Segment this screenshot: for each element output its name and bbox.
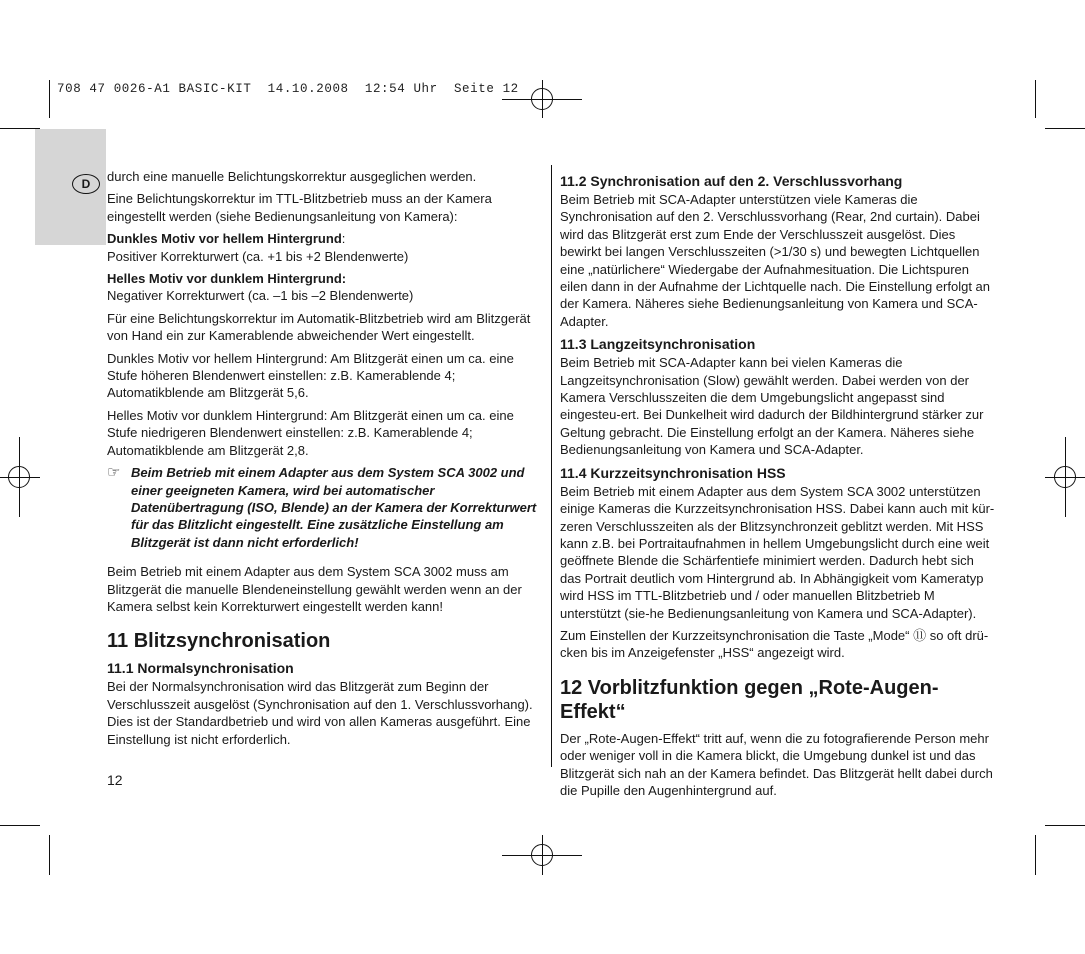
paragraph: Helles Motiv vor dunklem Hintergrund: Am Blitzgerät einen um ca. eine Stufe niedrigeren Blendenwert einstellen: z.B. Kamerablende 4; Automatikblende am Blitzgerät 2,8. <box>107 407 514 458</box>
section-heading: 12 Vorblitzfunktion gegen „Rote-Augen-Effekt“ <box>560 676 939 723</box>
paragraph: Für eine Belichtungskorrektur im Automatik-Blitzbetrieb wird am Blitzgerät von Hand ein zur Kamerablende abweichender Wert eingestellt. <box>107 310 531 344</box>
paragraph: Beim Betrieb mit SCA-Adapter unterstützen viele Kameras die Synchronisation auf den 2. Verschlussvorhang (Rear, 2nd curtain). Dabei wird das Blitzgerät erst zum Ende der Verschlusszeit ausgelöst. Dies bewirkt bei langen Verschlusszeiten (>1/30 s) und bewegten Lichtquellen eine „natürlichere“ Wiedergabe der Aufnahmesituation. Die Lichtspuren eilen dann in der Aufnahme der Lichtquelle nach. Die Einstellung erfolgt an der Kamera. Näheres siehe Bedienungsanleitung von Kamera und SCA-Adapter. <box>560 192 991 329</box>
crop-mark <box>0 128 40 129</box>
crop-mark <box>1035 835 1036 875</box>
subheading <box>107 230 543 247</box>
note-box <box>107 464 543 551</box>
language-badge: D <box>72 174 100 194</box>
registration-circle <box>531 88 553 110</box>
paragraph: Beim Betrieb mit einem Adapter aus dem System SCA 3002 unterstützen einige Kameras die Kurzzeitsynchronisation HSS. Dabei kann auch mit kür-zeren Verschlusszeiten als der Blitzsynchronzeit geblitzt werden. Mit HSS kann z.B. bei Portraitaufnahmen in hellem Umgebungslicht durch eine weit geöffnete Blende die Schärfentiefe minimiert werden. Dadurch hebt sich das Portrait deutlich vom Hintergrund ab. In Abhängigkeit vom Kameratyp wird HSS im TTL-Blitzbetrieb und / oder manuellen Blitzbetrieb M unterstützt (sie-he Bedienungsanleitung von Kamera und SCA-Adapter). <box>560 483 995 621</box>
subsection-heading: 11.1 Normalsynchronisation <box>107 660 294 677</box>
right-column <box>560 168 996 804</box>
subsection-heading: 11.2 Synchronisation auf den 2. Verschlussvorhang <box>560 173 903 189</box>
crop-mark <box>49 80 50 118</box>
crop-mark <box>0 825 40 826</box>
subheading-colon: : <box>341 231 346 247</box>
paragraph: Positiver Korrekturwert (ca. +1 bis +2 Blendenwerte) <box>107 248 409 264</box>
registration-circle <box>8 466 30 488</box>
subheading-text: Dunkles Motiv vor hellem Hintergrund <box>107 231 342 247</box>
subsection-heading: 11.3 Langzeitsynchronisation <box>560 336 756 353</box>
paragraph: Dunkles Motiv vor hellem Hintergrund: Am Blitzgerät einen um ca. eine Stufe höheren Blendenwert einstellen: z.B. Kamerablende 4; Automatikblende am Blitzgerät 5,6. <box>107 350 514 401</box>
crop-mark <box>1035 80 1036 118</box>
registration-circle <box>1054 466 1076 488</box>
paragraph: Zum Einstellen der Kurzzeitsynchronisation die Taste „Mode“ ⑪ so oft drü-cken bis im Anzeigefenster „HSS“ angezeigt wird. <box>560 627 989 661</box>
paragraph: Der „Rote-Augen-Effekt“ tritt auf, wenn die zu fotografierende Person mehr oder weniger voll in die Kamera blickt, die Umgebung dunkel ist und das Blitzgerät sich nah an der Kamera befindet. Das Blitzgerät hellt dabei durch die Pupille den Augenhintergrund auf. <box>560 730 993 798</box>
crop-mark <box>49 835 50 875</box>
subheading-text: Helles Motiv vor dunklem Hintergrund: <box>107 271 347 287</box>
subsection-heading: 11.4 Kurzzeitsynchronisation HSS <box>560 464 786 481</box>
paragraph: durch eine manuelle Belichtungskorrektur ausgeglichen werden. <box>107 169 477 184</box>
paragraph: Beim Betrieb mit einem Adapter aus dem System SCA 3002 muss am Blitzgerät die manuelle Blendeneinstellung gewählt werden wenn an der Kamera selbst kein Korrekturwert eingestellt werden kann! <box>107 564 522 614</box>
paragraph: Bei der Normalsynchronisation wird das Blitzgerät zum Beginn der Verschlusszeit ausgelöst (Synchronisation auf den 1. Verschlussvorhang). Dies ist der Standardbetrieb und wird von allen Kameras ausgeführt. Eine Einstellung ist nicht erforderlich. <box>107 679 533 747</box>
registration-circle <box>531 844 553 866</box>
paragraph: Beim Betrieb mit SCA-Adapter kann bei vielen Kameras die Langzeitsynchronisation (Slow) gewählt werden. Dabei werden von der Kamera Verschlusszeiten die dem Umgebungslicht angepasst sind eingesteu-ert. Bei Dunkelheit wird dadurch der Bildhintergrund stärker zur Geltung gebracht. Die Einstellung erfolgt an der Kamera. Näheres siehe Bedienungsanleitung von Kamera und SCA-Adapter. <box>560 355 984 458</box>
crop-mark <box>1045 128 1085 129</box>
section-heading: 11 Blitzsynchronisation <box>107 630 331 653</box>
crop-mark <box>1045 825 1085 826</box>
subheading <box>107 270 543 287</box>
left-column <box>107 168 543 753</box>
pointing-hand-icon: ☞ <box>107 464 121 482</box>
print-slug: 708 47 0026-A1 BASIC-KIT 14.10.2008 12:54 Uhr Seite 12 <box>57 82 519 96</box>
paragraph: Negativer Korrekturwert (ca. –1 bis –2 Blendenwerte) <box>107 288 414 304</box>
note-text: Beim Betrieb mit einem Adapter aus dem System SCA 3002 und einer geeigneten Kamera, wird bei automatischer Datenübertragung (ISO, Blende) an der Kamera der Korrekturwert für das Blitzlicht eingestellt. Eine zusätzliche Einstellung am Blitzgerät ist dann nicht erforderlich! <box>131 465 537 550</box>
paragraph: Eine Belichtungskorrektur im TTL-Blitzbetrieb muss an der Kamera eingestellt werden (siehe Bedienungsanleitung von Kamera): <box>107 191 492 224</box>
column-divider <box>551 165 552 767</box>
page-number: 12 <box>107 772 123 788</box>
